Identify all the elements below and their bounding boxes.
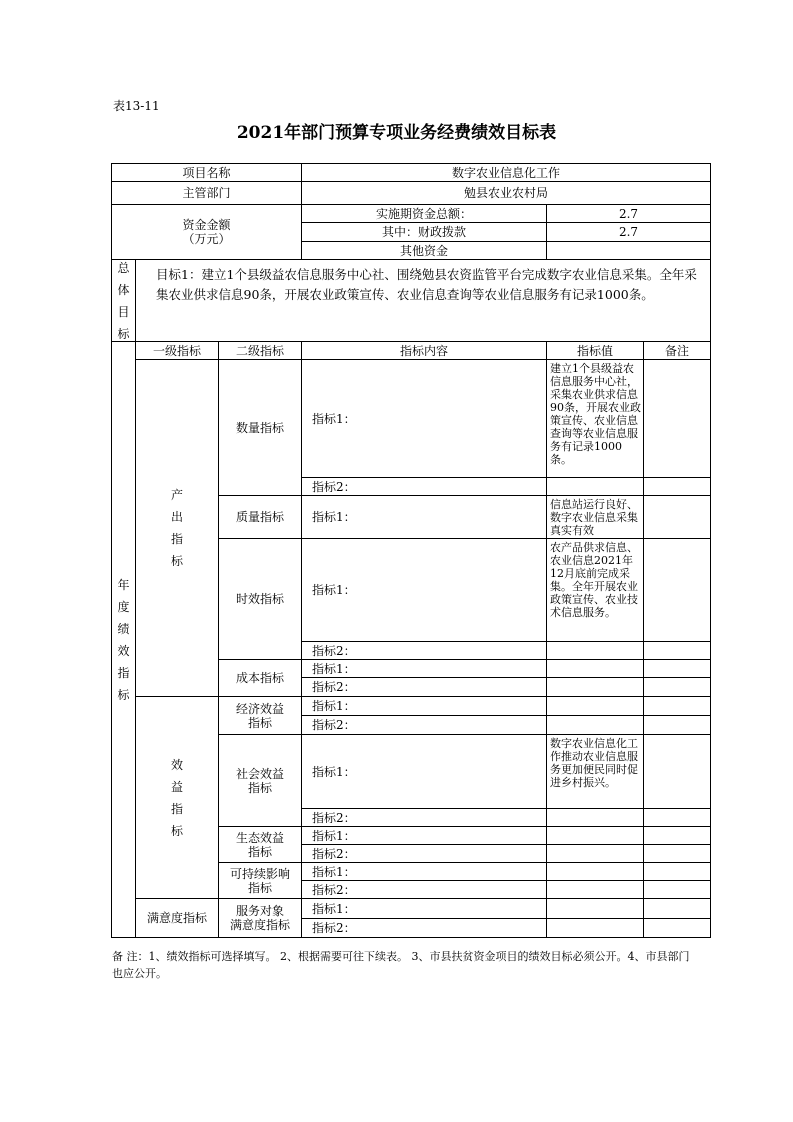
service-ind1-value xyxy=(546,898,644,919)
page-title: 2021年部门预算专项业务经费绩效目标表 xyxy=(236,123,557,143)
level1-output-text: 产出指标 xyxy=(170,488,183,568)
fund-label-line1: 资金金额 xyxy=(182,218,231,232)
timeliness-ind1-value: 农产品供求信息、农业信息2021年12月底前完成采集。全年开展农业政策宣传、农业技术信息服务。 xyxy=(546,538,644,642)
quality-ind1-note xyxy=(643,495,711,539)
timeliness-ind1-note xyxy=(643,538,711,642)
cost-ind1: 指标1： xyxy=(301,659,547,678)
economic-ind1-note xyxy=(643,696,711,716)
level2-sustain-l1: 可持续影响 xyxy=(229,866,290,881)
ecological-ind1-note xyxy=(643,826,711,845)
quantity-ind1-note xyxy=(643,359,711,478)
level2-social-l2: 指标 xyxy=(247,780,272,795)
cost-ind2: 指标2： xyxy=(301,677,547,697)
cost-ind1-note xyxy=(643,659,711,678)
annual-indicator-label-text: 年度绩效指标 xyxy=(117,577,130,702)
annual-indicator-label xyxy=(111,341,136,938)
level2-service-satisfaction xyxy=(218,898,302,938)
fund-amount-label xyxy=(111,204,302,260)
level2-quality: 质量指标 xyxy=(218,495,302,539)
dept-label: 主管部门 xyxy=(111,181,302,205)
level2-quantity: 数量指标 xyxy=(218,359,302,496)
cost-ind1-value xyxy=(546,659,644,678)
project-name-label: 项目名称 xyxy=(111,163,302,182)
cost-ind2-value xyxy=(546,677,644,697)
level2-sustain-l2: 指标 xyxy=(247,880,272,895)
quantity-ind1-value: 建立1个县级益农信息服务中心社，采集农业供求信息90条，开展农业政策宣传、农业信息查询等农业信息服务有记录1000条。 xyxy=(546,359,644,478)
level2-economic-l2: 指标 xyxy=(247,715,272,730)
fund-label-line2: （万元） xyxy=(182,232,231,246)
level2-social xyxy=(218,734,302,827)
service-ind2-note xyxy=(643,918,711,938)
quantity-ind2: 指标2： xyxy=(301,477,547,496)
level2-service-l1: 服务对象 xyxy=(235,904,284,918)
social-ind2-value xyxy=(546,808,644,827)
economic-ind2-note xyxy=(643,715,711,735)
sustain-ind1: 指标1： xyxy=(301,862,547,881)
ecological-ind2-value xyxy=(546,844,644,863)
service-ind2-value xyxy=(546,918,644,938)
level2-sustainability xyxy=(218,862,302,899)
level1-benefit-text: 效益指标 xyxy=(170,757,183,838)
level2-ecological-l1: 生态效益 xyxy=(235,830,284,845)
level1-satisfaction: 满意度指标 xyxy=(135,898,219,938)
level2-cost: 成本指标 xyxy=(218,659,302,697)
level2-economic-l1: 经济效益 xyxy=(235,701,284,716)
fiscal-fund-label: 其中：财政拨款 xyxy=(301,222,547,242)
overall-goal-text: 目标1：建立1个县级益农信息服务中心社、围绕勉县农资监管平台完成数字农业信息采集。全年采集农业供求信息90条，开展农业政策宣传、农业信息查询等农业信息服务有记录1000条。 xyxy=(135,259,711,342)
level1-benefit xyxy=(135,696,219,899)
col-note: 备注 xyxy=(643,341,711,360)
economic-ind1: 指标1： xyxy=(301,696,547,716)
overall-goal-label-text: 总体目标 xyxy=(117,260,130,341)
social-ind2-note xyxy=(643,808,711,827)
ecological-ind2-note xyxy=(643,844,711,863)
col-level2: 二级指标 xyxy=(218,341,302,360)
sustain-ind2-note xyxy=(643,880,711,899)
level2-economic xyxy=(218,696,302,735)
economic-ind2: 指标2： xyxy=(301,715,547,735)
quantity-ind2-value xyxy=(546,477,644,496)
fiscal-fund-value: 2.7 xyxy=(546,222,711,242)
level1-output xyxy=(135,359,219,697)
timeliness-ind1: 指标1： xyxy=(301,538,547,642)
service-ind1: 指标1： xyxy=(301,898,547,919)
sustain-ind1-note xyxy=(643,862,711,881)
sustain-ind1-value xyxy=(546,862,644,881)
sustain-ind2: 指标2： xyxy=(301,880,547,899)
timeliness-ind2-value xyxy=(546,641,644,660)
social-ind2: 指标2： xyxy=(301,808,547,827)
quality-ind1-value: 信息站运行良好、数字农业信息采集真实有效 xyxy=(546,495,644,539)
level2-timeliness: 时效指标 xyxy=(218,538,302,660)
footnote: 备 注：1、绩效指标可选择填写。 2、根据需要可往下续表。 3、市县扶贫资金项目的绩效目标必须公开。4、市县部门也应公开。 xyxy=(112,950,690,980)
timeliness-ind2-note xyxy=(643,641,711,660)
level2-ecological-l2: 指标 xyxy=(247,844,272,859)
other-fund-label: 其他资金 xyxy=(301,241,547,260)
ecological-ind1: 指标1： xyxy=(301,826,547,845)
ecological-ind2: 指标2： xyxy=(301,844,547,863)
social-ind1-note xyxy=(643,734,711,809)
quality-ind1: 指标1： xyxy=(301,495,547,539)
col-level1: 一级指标 xyxy=(135,341,219,360)
overall-goal-label xyxy=(111,259,136,342)
dept-value: 勉县农业农村局 xyxy=(301,181,711,205)
social-ind1-value: 数字农业信息化工作推动农业信息服务更加便民同时促进乡村振兴。 xyxy=(546,734,644,809)
other-fund-value xyxy=(546,241,711,260)
level2-ecological xyxy=(218,826,302,863)
ecological-ind1-value xyxy=(546,826,644,845)
quantity-ind1: 指标1： xyxy=(301,359,547,478)
total-fund-value: 2.7 xyxy=(546,204,711,223)
level2-service-l2: 满意度指标 xyxy=(229,918,290,932)
service-ind2: 指标2： xyxy=(301,918,547,938)
economic-ind2-value xyxy=(546,715,644,735)
total-fund-label: 实施期资金总额： xyxy=(301,204,547,223)
economic-ind1-value xyxy=(546,696,644,716)
cost-ind2-note xyxy=(643,677,711,697)
col-content: 指标内容 xyxy=(301,341,547,360)
social-ind1: 指标1： xyxy=(301,734,547,809)
level2-social-l1: 社会效益 xyxy=(235,766,284,781)
project-name-value: 数字农业信息化工作 xyxy=(301,163,711,182)
sustain-ind2-value xyxy=(546,880,644,899)
table-number: 表13-11 xyxy=(113,99,160,113)
col-value: 指标值 xyxy=(546,341,644,360)
service-ind1-note xyxy=(643,898,711,919)
quantity-ind2-note xyxy=(643,477,711,496)
timeliness-ind2: 指标2： xyxy=(301,641,547,660)
